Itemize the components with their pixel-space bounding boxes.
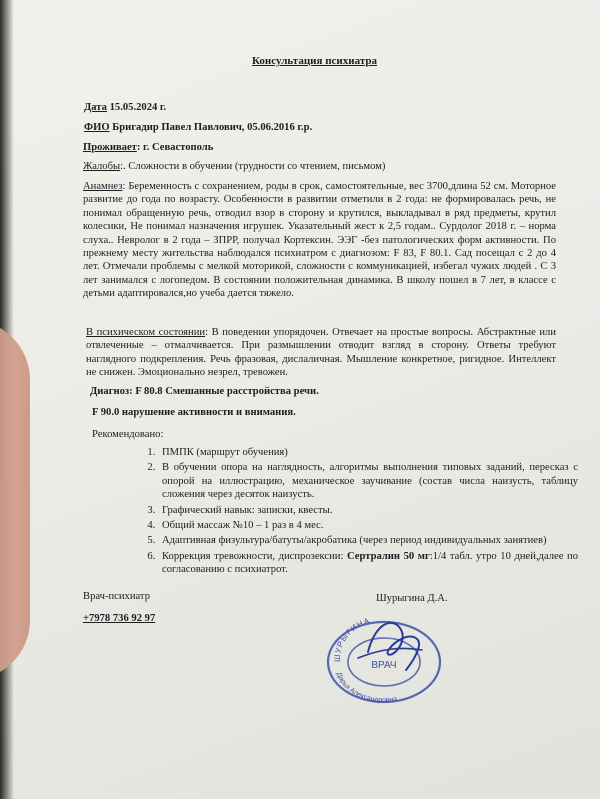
recommendation-item: 3. Графический навык: записки, квесты. [158,504,578,517]
recommendation-item: 1. ПМПК (маршрут обучения) [158,446,578,459]
recommendation-item: 4. Общий массаж №10 – 1 раз в 4 мес. [158,519,578,532]
stamp-top-text: ШУРЫГИНА [332,615,372,663]
diagnosis-line-1: Диагноз: F 80.8 Смешанные расстройства речи. [90,386,319,397]
rec6-suffix: :1/4 табл. утро 10 дней,далее по согласованию с психиатрот. [162,550,578,576]
residence-value: : г. Севастополь [136,142,214,153]
complaints-value: :. Сложности в обучении (трудности со чтением, письмом) [120,161,386,172]
diagnosis-line-2: F 90.0 нарушение активности и внимания. [92,407,296,418]
recommendation-item: 5. Адаптивная физультура/батуты/акробатика (через период индивидуальных занятиев) [158,534,578,547]
rec6-drug: Сертралин 50 мг [347,550,430,562]
mental-status-paragraph [86,326,556,380]
thumb [0,320,30,680]
stamp-bottom-text: Дарья Александровна [334,671,398,705]
doctor-name: Шурыгина Д.А. [376,593,448,604]
fio-line [84,121,312,135]
anamnesis-label: Анамнез [83,181,123,192]
doctor-role: Врач-психиатр [83,591,150,602]
recommended-label: Рекомендовано: [92,429,164,440]
fio-label: ФИО [84,122,110,133]
residence-line [83,141,213,155]
residence-label: Проживает [83,142,137,153]
mental-status-text: : В поведении упорядочен. Отвечает на простые вопросы. Абстрактные или отвлеченные – отмалчивается. При размышлении отводит взгляд в сторону. Ответы требуют наглядного подкрепления. Речь фразовая, дислаличная. Мышление конкретное, ригидное. Интеллект не снижен. Эмоционально незрел, тревожен. [86,327,556,379]
complaints-line [83,160,385,174]
rec6-prefix: Коррекция тревожности, диспрозексии: [162,550,347,562]
date-value: 15.05.2024 г. [109,102,167,113]
recommendation-item [158,550,578,577]
recommendations-list [140,446,578,579]
stamp-center-text: ВРАЧ [371,660,397,671]
document-title: Консультация психиатра [252,55,377,67]
recommendation-item: 2. В обучении опора на наглядность, алгоритмы выполнения типовых заданий, пересказ с опорой на иллюстрацию, механическое заучивание (состав числа наизусть, таблицу сложения через десяток наизусть. [158,461,578,501]
phone-number: +7978 736 92 97 [83,613,156,624]
anamnesis-paragraph [83,180,556,301]
date-line [84,101,166,115]
date-label: Дата [84,102,107,113]
mental-status-label: В психическом состоянии [86,327,206,338]
doctor-stamp [318,610,446,706]
fio-value: Бригадир Павел Павлович, 05.06.2016 г.р. [112,122,313,133]
anamnesis-text: : Беременность с сохранением, роды в срок, самостоятельные, вес 3700,длина 52 см. Моторное развитие до года по возрасту. Особенности в развитии отметили в 2 года: не формировалась речь, не понимал обращенную речь, отводил взор в сторону и крутился, выкладывал в ряд предметы, крутил колесики, Не понимал назначения игрушек. Указательный жест к 2,5 годам.. Сурдолог 2018 г. – норма слуха.. Невролог в 2 года – ЗПРР, получал Кортексин. ЭЭГ -без патологических форм активности. По прежнему месту жительства наблюдался психиатром с диагнозом: F 83, F 80.1. Сад посещал с 2 до 4 лет. Отмечали проблемы с мелкой моторикой, сложности с коммуникацией, избегал чужих людей . С 3 лет занимался с логопедом. В состоянии положительная динамика. В школу пошел в 7 лет, в классе с детьми адаптировался,но учеба дается тяжело. [83,181,556,300]
complaints-label: Жалобы [83,161,121,172]
